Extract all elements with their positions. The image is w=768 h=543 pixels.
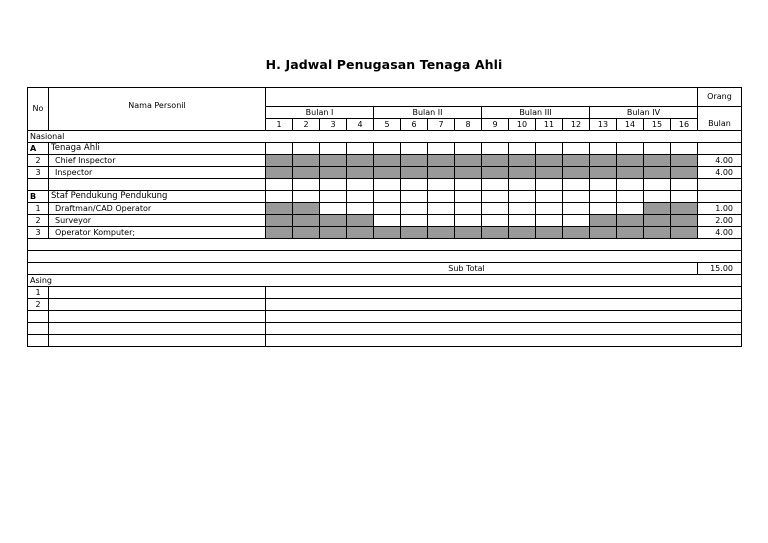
asing-name — [49, 311, 266, 323]
week-cell — [671, 179, 698, 191]
week-cell — [509, 203, 536, 215]
asing-row — [28, 311, 742, 323]
assigned-week-cell — [374, 227, 401, 239]
assigned-week-cell — [347, 155, 374, 167]
week-cell — [617, 191, 644, 203]
assigned-week-cell — [266, 167, 293, 179]
assigned-week-cell — [428, 227, 455, 239]
assigned-week-cell — [644, 155, 671, 167]
week-cell — [482, 215, 509, 227]
asing-no — [28, 335, 49, 347]
blank-row — [28, 251, 742, 263]
group-tenaga-ahli-label: Tenaga Ahli — [49, 143, 266, 155]
week-cell — [536, 203, 563, 215]
assigned-week-cell — [644, 203, 671, 215]
week-cell — [509, 215, 536, 227]
week-cell — [374, 215, 401, 227]
week-cell — [563, 143, 590, 155]
week-cell — [428, 179, 455, 191]
week-cell — [428, 191, 455, 203]
personnel-no: 2 — [28, 155, 49, 167]
assigned-week-cell — [320, 155, 347, 167]
personnel-row — [28, 155, 742, 167]
header-no: No — [28, 88, 49, 131]
assigned-week-cell — [266, 227, 293, 239]
week-number: 9 — [482, 119, 509, 131]
week-cell — [455, 203, 482, 215]
week-cell — [266, 179, 293, 191]
orang-bulan-value: 1.00 — [698, 203, 742, 215]
week-cell — [401, 191, 428, 203]
personnel-name: Surveyor — [49, 215, 266, 227]
week-number: 5 — [374, 119, 401, 131]
blank-row — [28, 179, 742, 191]
assigned-week-cell — [293, 227, 320, 239]
assigned-week-cell — [536, 227, 563, 239]
week-cell — [374, 143, 401, 155]
asing-name — [49, 287, 266, 299]
asing-no: 2 — [28, 299, 49, 311]
week-cell — [509, 143, 536, 155]
blank-cell — [28, 251, 742, 263]
week-cell — [374, 203, 401, 215]
header-bulan-unit: Bulan — [698, 119, 742, 131]
week-cell — [563, 215, 590, 227]
personnel-name: Draftman/CAD Operator — [49, 203, 266, 215]
week-cell — [266, 191, 293, 203]
assigned-week-cell — [482, 227, 509, 239]
week-cell — [401, 179, 428, 191]
assigned-week-cell — [590, 227, 617, 239]
personnel-row — [28, 203, 742, 215]
week-cell — [590, 191, 617, 203]
personnel-row — [28, 167, 742, 179]
group-staf-pendukung-no: B — [28, 191, 49, 203]
personnel-row — [28, 215, 742, 227]
assigned-week-cell — [293, 215, 320, 227]
week-cell — [536, 179, 563, 191]
header-blank-band — [266, 88, 698, 107]
section-asing — [28, 275, 742, 287]
assigned-week-cell — [671, 215, 698, 227]
week-cell — [293, 143, 320, 155]
week-cell — [482, 191, 509, 203]
week-number: 15 — [644, 119, 671, 131]
group-staf-pendukung-label: Staf Pendukung Pendukung — [49, 191, 266, 203]
week-cell — [320, 179, 347, 191]
assigned-week-cell — [293, 155, 320, 167]
week-number: 7 — [428, 119, 455, 131]
week-number: 2 — [293, 119, 320, 131]
assigned-week-cell — [266, 215, 293, 227]
assignment-schedule-table — [27, 87, 742, 347]
subtotal-label: Sub Total — [28, 263, 698, 275]
week-cell — [536, 215, 563, 227]
asing-row — [28, 299, 742, 311]
asing-row — [28, 335, 742, 347]
week-cell — [347, 179, 374, 191]
assigned-week-cell — [644, 215, 671, 227]
assigned-week-cell — [509, 167, 536, 179]
assigned-week-cell — [347, 167, 374, 179]
assigned-week-cell — [482, 155, 509, 167]
asing-schedule-cell — [266, 287, 742, 299]
week-number: 12 — [563, 119, 590, 131]
week-number: 13 — [590, 119, 617, 131]
assigned-week-cell — [401, 167, 428, 179]
assigned-week-cell — [347, 215, 374, 227]
orang-bulan-cell — [698, 143, 742, 155]
assigned-week-cell — [455, 167, 482, 179]
personnel-name: Chief Inspector — [49, 155, 266, 167]
orang-bulan-cell — [698, 179, 742, 191]
personnel-no: 2 — [28, 215, 49, 227]
assigned-week-cell — [482, 167, 509, 179]
assigned-week-cell — [509, 155, 536, 167]
asing-name — [49, 299, 266, 311]
week-number: 10 — [509, 119, 536, 131]
assigned-week-cell — [320, 215, 347, 227]
asing-no: 1 — [28, 287, 49, 299]
week-cell — [671, 191, 698, 203]
assigned-week-cell — [374, 155, 401, 167]
section-asing-label: Asing — [28, 275, 742, 287]
week-cell — [347, 143, 374, 155]
group-tenaga-ahli-no: A — [28, 143, 49, 155]
week-number: 14 — [617, 119, 644, 131]
week-cell — [320, 191, 347, 203]
asing-row — [28, 323, 742, 335]
personnel-row — [28, 227, 742, 239]
blank-row — [28, 239, 742, 251]
week-cell — [671, 143, 698, 155]
week-cell — [266, 143, 293, 155]
header-row-top — [28, 88, 742, 107]
week-cell — [617, 143, 644, 155]
week-cell — [401, 203, 428, 215]
assigned-week-cell — [617, 215, 644, 227]
week-number: 8 — [455, 119, 482, 131]
week-cell — [536, 191, 563, 203]
month-header: Bulan II — [374, 107, 482, 119]
assigned-week-cell — [671, 155, 698, 167]
asing-row — [28, 287, 742, 299]
assigned-week-cell — [617, 155, 644, 167]
week-cell — [617, 179, 644, 191]
asing-name — [49, 335, 266, 347]
assigned-week-cell — [563, 227, 590, 239]
assigned-week-cell — [293, 203, 320, 215]
assigned-week-cell — [455, 155, 482, 167]
week-number: 3 — [320, 119, 347, 131]
assigned-week-cell — [509, 227, 536, 239]
assigned-week-cell — [320, 167, 347, 179]
orang-bulan-cell — [698, 191, 742, 203]
assigned-week-cell — [401, 155, 428, 167]
week-cell — [401, 143, 428, 155]
header-orang: Orang — [698, 88, 742, 107]
assigned-week-cell — [590, 155, 617, 167]
month-header: Bulan IV — [590, 107, 698, 119]
asing-name — [49, 323, 266, 335]
week-number: 16 — [671, 119, 698, 131]
week-cell — [482, 179, 509, 191]
week-cell — [536, 143, 563, 155]
week-cell — [590, 203, 617, 215]
assigned-week-cell — [401, 227, 428, 239]
group-tenaga-ahli — [28, 143, 742, 155]
week-cell — [401, 215, 428, 227]
orang-bulan-value: 2.00 — [698, 215, 742, 227]
asing-schedule-cell — [266, 335, 742, 347]
document-title: H. Jadwal Penugasan Tenaga Ahli — [265, 57, 503, 72]
month-header: Bulan I — [266, 107, 374, 119]
orang-bulan-value: 4.00 — [698, 167, 742, 179]
assigned-week-cell — [617, 167, 644, 179]
assigned-week-cell — [320, 227, 347, 239]
week-cell — [455, 143, 482, 155]
week-cell — [347, 191, 374, 203]
assigned-week-cell — [266, 155, 293, 167]
section-nasional-label: Nasional — [28, 131, 742, 143]
week-cell — [482, 143, 509, 155]
personnel-no: 3 — [28, 167, 49, 179]
assigned-week-cell — [590, 215, 617, 227]
week-cell — [374, 191, 401, 203]
week-cell — [509, 191, 536, 203]
group-staf-pendukung — [28, 191, 742, 203]
week-cell — [644, 179, 671, 191]
assigned-week-cell — [590, 167, 617, 179]
week-cell — [293, 191, 320, 203]
personnel-no: 1 — [28, 203, 49, 215]
week-cell — [563, 203, 590, 215]
assigned-week-cell — [428, 167, 455, 179]
week-number: 6 — [401, 119, 428, 131]
subtotal-row — [28, 263, 742, 275]
assigned-week-cell — [536, 167, 563, 179]
week-cell — [428, 203, 455, 215]
week-cell — [644, 143, 671, 155]
personnel-name: Inspector — [49, 167, 266, 179]
header-nama-personil: Nama Personil — [49, 88, 266, 131]
asing-no — [28, 323, 49, 335]
asing-schedule-cell — [266, 323, 742, 335]
week-cell — [455, 215, 482, 227]
week-cell — [644, 191, 671, 203]
week-cell — [590, 179, 617, 191]
assigned-week-cell — [293, 167, 320, 179]
assigned-week-cell — [266, 203, 293, 215]
assigned-week-cell — [644, 227, 671, 239]
week-cell — [320, 203, 347, 215]
assigned-week-cell — [428, 155, 455, 167]
week-cell — [347, 203, 374, 215]
assigned-week-cell — [671, 203, 698, 215]
asing-schedule-cell — [266, 299, 742, 311]
week-cell — [428, 215, 455, 227]
assigned-week-cell — [347, 227, 374, 239]
week-cell — [455, 179, 482, 191]
week-number: 4 — [347, 119, 374, 131]
week-cell — [374, 179, 401, 191]
header-orang-spacer — [698, 107, 742, 119]
week-cell — [563, 179, 590, 191]
week-cell — [455, 191, 482, 203]
assigned-week-cell — [671, 227, 698, 239]
week-cell — [590, 143, 617, 155]
week-number: 11 — [536, 119, 563, 131]
assigned-week-cell — [563, 155, 590, 167]
week-cell — [563, 191, 590, 203]
assigned-week-cell — [644, 167, 671, 179]
assigned-week-cell — [617, 227, 644, 239]
week-cell — [617, 203, 644, 215]
blank-cell — [28, 239, 742, 251]
asing-no — [28, 311, 49, 323]
subtotal-value: 15.00 — [698, 263, 742, 275]
blank-name — [49, 179, 266, 191]
assigned-week-cell — [374, 167, 401, 179]
week-cell — [320, 143, 347, 155]
orang-bulan-value: 4.00 — [698, 227, 742, 239]
week-cell — [509, 179, 536, 191]
week-cell — [428, 143, 455, 155]
week-cell — [482, 203, 509, 215]
week-cell — [293, 179, 320, 191]
personnel-no: 3 — [28, 227, 49, 239]
blank-no — [28, 179, 49, 191]
week-number: 1 — [266, 119, 293, 131]
section-nasional — [28, 131, 742, 143]
personnel-name: Operator Komputer; — [49, 227, 266, 239]
assigned-week-cell — [536, 155, 563, 167]
assigned-week-cell — [671, 167, 698, 179]
month-header: Bulan III — [482, 107, 590, 119]
orang-bulan-value: 4.00 — [698, 155, 742, 167]
assigned-week-cell — [455, 227, 482, 239]
assigned-week-cell — [563, 167, 590, 179]
asing-schedule-cell — [266, 311, 742, 323]
